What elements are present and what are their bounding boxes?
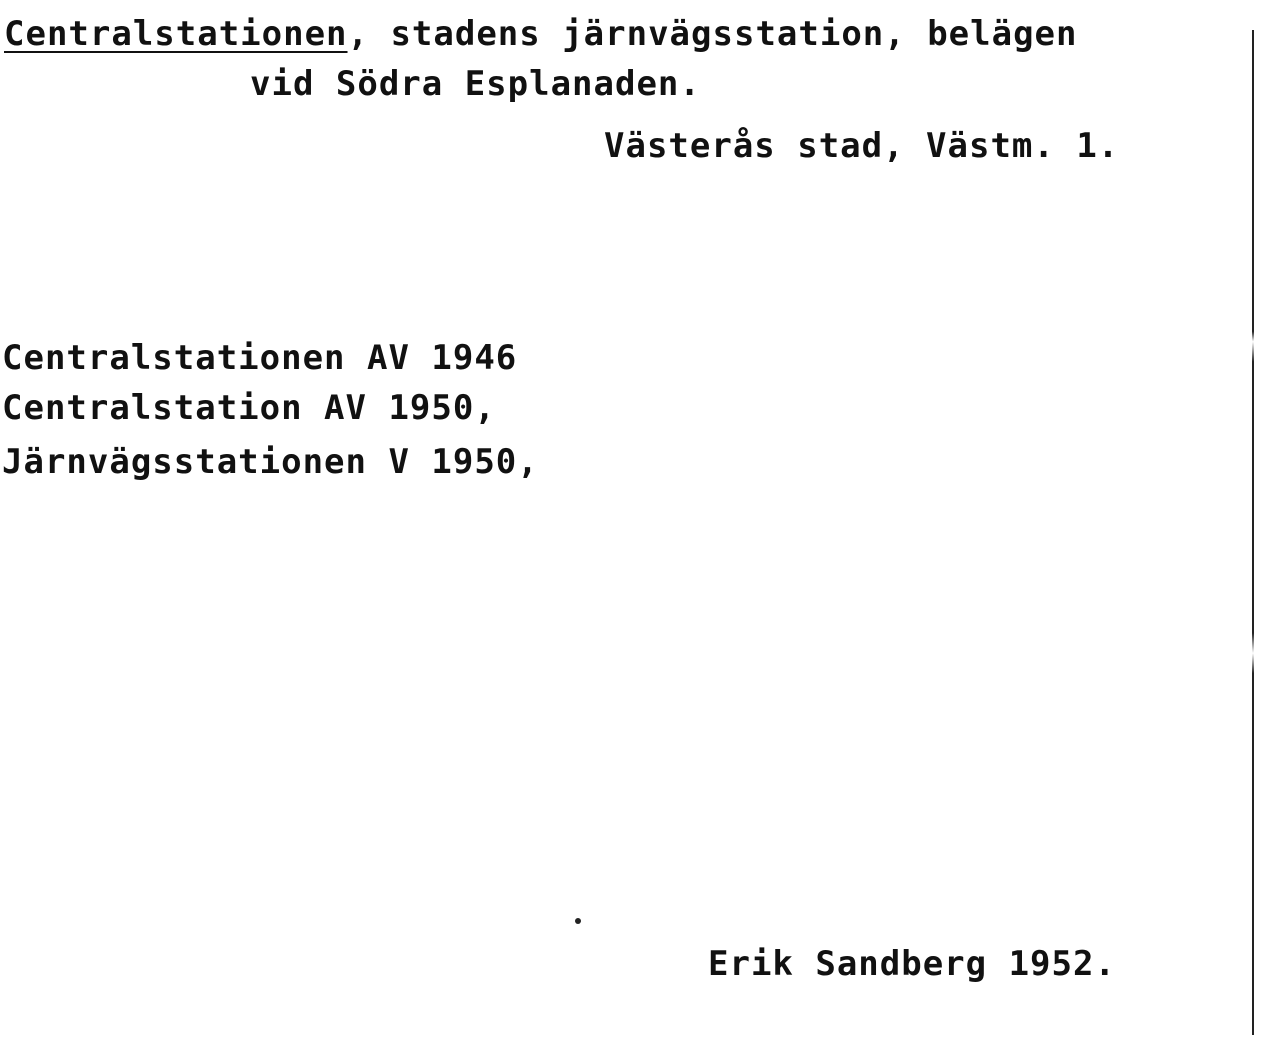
entry-line-1 [4,14,1078,54]
source-item-1: Centralstationen AV 1946 [2,338,518,378]
source-item-2: Centralstation AV 1950, [2,388,496,428]
author-signature: Erik Sandberg 1952. [708,944,1116,984]
definition-text: , stadens järnvägsstation, belägen [347,14,1078,54]
card-right-border [1252,30,1254,1035]
source-item-3: Järnvägsstationen V 1950, [2,442,539,482]
location-line: Västerås stad, Västm. 1. [604,126,1120,166]
headword: Centralstationen [4,14,348,54]
definition-line-2: vid Södra Esplanaden. [250,64,701,104]
ink-speck [575,918,581,924]
